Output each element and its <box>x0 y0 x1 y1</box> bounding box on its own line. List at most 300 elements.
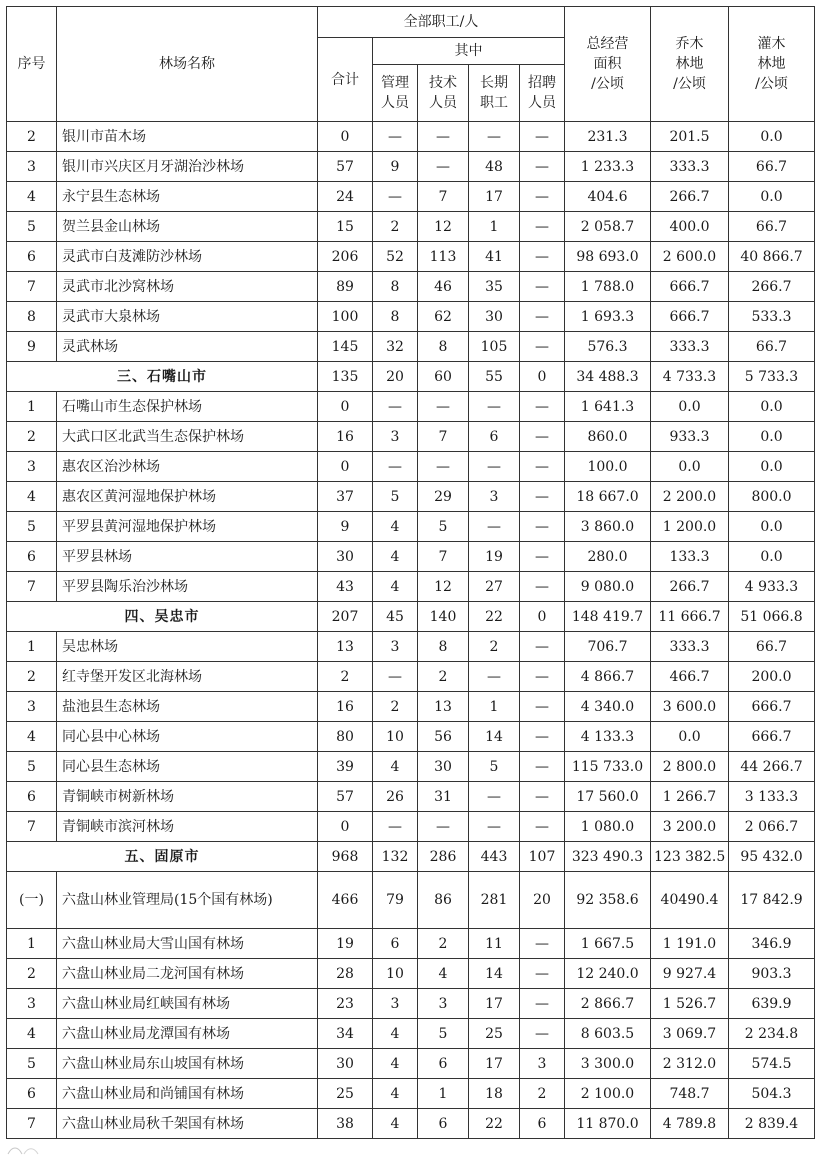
longterm-cell: 22 <box>469 602 520 632</box>
mgmt-cell: 132 <box>373 842 418 872</box>
hired-cell: — <box>520 302 565 332</box>
seq-cell: 6 <box>7 782 57 812</box>
tree-cell: 666.7 <box>651 272 729 302</box>
shrub-cell: 903.3 <box>729 959 815 989</box>
hired-cell: — <box>520 812 565 842</box>
farm-name-cell: 同心县中心林场 <box>57 722 318 752</box>
table-row <box>7 122 815 152</box>
farm-name-cell: 同心县生态林场 <box>57 752 318 782</box>
tree-cell: 748.7 <box>651 1079 729 1109</box>
mgmt-cell: 4 <box>373 1079 418 1109</box>
longterm-cell: 35 <box>469 272 520 302</box>
shrub-cell: 504.3 <box>729 1079 815 1109</box>
total-cell: 16 <box>318 692 373 722</box>
tech-cell: 7 <box>418 542 469 572</box>
tech-cell: 86 <box>418 872 469 929</box>
tree-cell: 2 312.0 <box>651 1049 729 1079</box>
total-cell: 13 <box>318 632 373 662</box>
header-all-staff: 全部职工/人 <box>318 7 565 38</box>
hired-cell: 6 <box>520 1109 565 1139</box>
table-row <box>7 212 815 242</box>
area-cell: 11 870.0 <box>565 1109 651 1139</box>
mgmt-cell: 52 <box>373 242 418 272</box>
total-cell: 39 <box>318 752 373 782</box>
table-row <box>7 362 815 392</box>
tree-cell: 2 800.0 <box>651 752 729 782</box>
seq-cell: (一) <box>7 872 57 929</box>
area-cell: 2 100.0 <box>565 1079 651 1109</box>
mgmt-cell: 10 <box>373 722 418 752</box>
hired-cell: — <box>520 512 565 542</box>
total-cell: 80 <box>318 722 373 752</box>
tech-cell: 29 <box>418 482 469 512</box>
area-cell: 1 641.3 <box>565 392 651 422</box>
longterm-cell: — <box>469 662 520 692</box>
farm-name-cell: 灵武市大泉林场 <box>57 302 318 332</box>
longterm-cell: — <box>469 812 520 842</box>
farm-name-cell: 石嘴山市生态保护林场 <box>57 392 318 422</box>
subtotal-name-cell: 五、固原市 <box>7 842 318 872</box>
tree-cell: 0.0 <box>651 392 729 422</box>
shrub-cell: 17 842.9 <box>729 872 815 929</box>
hired-cell: — <box>520 242 565 272</box>
tree-cell: 666.7 <box>651 302 729 332</box>
longterm-cell: 17 <box>469 989 520 1019</box>
hired-cell: — <box>520 782 565 812</box>
total-cell: 89 <box>318 272 373 302</box>
table-row <box>7 959 815 989</box>
table-row <box>7 182 815 212</box>
tree-cell: 123 382.5 <box>651 842 729 872</box>
seq-cell: 7 <box>7 812 57 842</box>
seq-cell: 2 <box>7 422 57 452</box>
area-cell: 3 860.0 <box>565 512 651 542</box>
mgmt-cell: 6 <box>373 929 418 959</box>
hired-cell: 0 <box>520 602 565 632</box>
tech-cell: — <box>418 122 469 152</box>
shrub-cell: 639.9 <box>729 989 815 1019</box>
seq-cell: 4 <box>7 482 57 512</box>
tech-cell: 60 <box>418 362 469 392</box>
longterm-cell: 17 <box>469 182 520 212</box>
tech-cell: — <box>418 452 469 482</box>
tech-cell: — <box>418 812 469 842</box>
hired-cell: — <box>520 182 565 212</box>
total-cell: 24 <box>318 182 373 212</box>
total-cell: 0 <box>318 392 373 422</box>
shrub-cell: 3 133.3 <box>729 782 815 812</box>
mgmt-cell: 4 <box>373 572 418 602</box>
mgmt-cell: 3 <box>373 422 418 452</box>
shrub-cell: 346.9 <box>729 929 815 959</box>
farm-name-cell: 灵武市北沙窝林场 <box>57 272 318 302</box>
farm-name-cell: 青铜峡市滨河林场 <box>57 812 318 842</box>
farm-name-cell: 六盘山林业管理局(15个国有林场) <box>57 872 318 929</box>
total-cell: 135 <box>318 362 373 392</box>
area-cell: 12 240.0 <box>565 959 651 989</box>
table-row <box>7 512 815 542</box>
shrub-cell: 2 234.8 <box>729 1019 815 1049</box>
total-cell: 34 <box>318 1019 373 1049</box>
mgmt-cell: 26 <box>373 782 418 812</box>
total-cell: 30 <box>318 542 373 572</box>
hired-cell: — <box>520 989 565 1019</box>
table-row <box>7 662 815 692</box>
tree-cell: 40490.4 <box>651 872 729 929</box>
shrub-cell: 66.7 <box>729 632 815 662</box>
longterm-cell: 11 <box>469 929 520 959</box>
tree-cell: 466.7 <box>651 662 729 692</box>
longterm-cell: 48 <box>469 152 520 182</box>
forest-farm-table <box>6 6 815 1139</box>
farm-name-cell: 贺兰县金山林场 <box>57 212 318 242</box>
area-cell: 1 233.3 <box>565 152 651 182</box>
table-row <box>7 542 815 572</box>
farm-name-cell: 灵武市白芨滩防沙林场 <box>57 242 318 272</box>
header-mgmt: 管理 人员 <box>373 65 418 122</box>
total-cell: 0 <box>318 812 373 842</box>
shrub-cell: 200.0 <box>729 662 815 692</box>
tree-cell: 0.0 <box>651 722 729 752</box>
seq-cell: 6 <box>7 242 57 272</box>
seq-cell: 3 <box>7 692 57 722</box>
hired-cell: — <box>520 422 565 452</box>
seq-cell: 3 <box>7 989 57 1019</box>
hired-cell: — <box>520 392 565 422</box>
total-cell: 206 <box>318 242 373 272</box>
area-cell: 92 358.6 <box>565 872 651 929</box>
mgmt-cell: — <box>373 812 418 842</box>
tech-cell: 12 <box>418 212 469 242</box>
mgmt-cell: 10 <box>373 959 418 989</box>
table-row <box>7 842 815 872</box>
farm-name-cell: 六盘山林业局东山坡国有林场 <box>57 1049 318 1079</box>
farm-name-cell: 灵武林场 <box>57 332 318 362</box>
table-row <box>7 1019 815 1049</box>
tech-cell: 1 <box>418 1079 469 1109</box>
tech-cell: 5 <box>418 512 469 542</box>
longterm-cell: 22 <box>469 1109 520 1139</box>
tree-cell: 1 526.7 <box>651 989 729 1019</box>
area-cell: 148 419.7 <box>565 602 651 632</box>
total-cell: 968 <box>318 842 373 872</box>
mgmt-cell: 3 <box>373 989 418 1019</box>
table-row <box>7 242 815 272</box>
tree-cell: 201.5 <box>651 122 729 152</box>
hired-cell: — <box>520 122 565 152</box>
table-body <box>7 122 815 1139</box>
area-cell: 706.7 <box>565 632 651 662</box>
tech-cell: 46 <box>418 272 469 302</box>
seq-cell: 7 <box>7 1109 57 1139</box>
area-cell: 18 667.0 <box>565 482 651 512</box>
mgmt-cell: — <box>373 662 418 692</box>
longterm-cell: 14 <box>469 959 520 989</box>
hired-cell: — <box>520 482 565 512</box>
tree-cell: 0.0 <box>651 452 729 482</box>
table-row <box>7 302 815 332</box>
total-cell: 38 <box>318 1109 373 1139</box>
area-cell: 3 300.0 <box>565 1049 651 1079</box>
table-header <box>7 7 815 122</box>
area-cell: 98 693.0 <box>565 242 651 272</box>
tech-cell: 3 <box>418 989 469 1019</box>
farm-name-cell: 平罗县林场 <box>57 542 318 572</box>
tree-cell: 4 789.8 <box>651 1109 729 1139</box>
mgmt-cell: — <box>373 392 418 422</box>
total-cell: 145 <box>318 332 373 362</box>
subtotal-name-cell: 四、吴忠市 <box>7 602 318 632</box>
total-cell: 0 <box>318 452 373 482</box>
header-hired: 招聘 人员 <box>520 65 565 122</box>
mgmt-cell: 45 <box>373 602 418 632</box>
hired-cell: 20 <box>520 872 565 929</box>
longterm-cell: 281 <box>469 872 520 929</box>
farm-name-cell: 六盘山林业局秋千架国有林场 <box>57 1109 318 1139</box>
hired-cell: 0 <box>520 362 565 392</box>
shrub-cell: 666.7 <box>729 692 815 722</box>
longterm-cell: — <box>469 122 520 152</box>
header-area: 总经营 面积 /公顷 <box>565 7 651 122</box>
table-row <box>7 812 815 842</box>
header-shrub: 灌木 林地 /公顷 <box>729 7 815 122</box>
shrub-cell: 0.0 <box>729 122 815 152</box>
area-cell: 1 693.3 <box>565 302 651 332</box>
longterm-cell: 17 <box>469 1049 520 1079</box>
longterm-cell: 25 <box>469 1019 520 1049</box>
table-row <box>7 752 815 782</box>
mgmt-cell: — <box>373 452 418 482</box>
farm-name-cell: 惠农区黄河湿地保护林场 <box>57 482 318 512</box>
longterm-cell: 105 <box>469 332 520 362</box>
tree-cell: 4 733.3 <box>651 362 729 392</box>
total-cell: 57 <box>318 782 373 812</box>
hired-cell: — <box>520 1019 565 1049</box>
page-corner-mark <box>6 1144 46 1156</box>
tree-cell: 400.0 <box>651 212 729 242</box>
shrub-cell: 2 839.4 <box>729 1109 815 1139</box>
farm-name-cell: 六盘山林业局龙潭国有林场 <box>57 1019 318 1049</box>
total-cell: 9 <box>318 512 373 542</box>
shrub-cell: 666.7 <box>729 722 815 752</box>
shrub-cell: 66.7 <box>729 332 815 362</box>
tree-cell: 11 666.7 <box>651 602 729 632</box>
longterm-cell: — <box>469 782 520 812</box>
seq-cell: 8 <box>7 302 57 332</box>
shrub-cell: 800.0 <box>729 482 815 512</box>
hired-cell: — <box>520 752 565 782</box>
seq-cell: 9 <box>7 332 57 362</box>
total-cell: 2 <box>318 662 373 692</box>
mgmt-cell: 2 <box>373 212 418 242</box>
seq-cell: 2 <box>7 662 57 692</box>
hired-cell: 2 <box>520 1079 565 1109</box>
header-tree: 乔木 林地 /公顷 <box>651 7 729 122</box>
subtotal-name-cell: 三、石嘴山市 <box>7 362 318 392</box>
hired-cell: — <box>520 332 565 362</box>
total-cell: 25 <box>318 1079 373 1109</box>
tech-cell: 5 <box>418 1019 469 1049</box>
longterm-cell: 443 <box>469 842 520 872</box>
tree-cell: 9 927.4 <box>651 959 729 989</box>
shrub-cell: 66.7 <box>729 212 815 242</box>
longterm-cell: — <box>469 512 520 542</box>
seq-cell: 7 <box>7 572 57 602</box>
mgmt-cell: 20 <box>373 362 418 392</box>
tech-cell: 286 <box>418 842 469 872</box>
longterm-cell: 30 <box>469 302 520 332</box>
farm-name-cell: 六盘山林业局二龙河国有林场 <box>57 959 318 989</box>
longterm-cell: 19 <box>469 542 520 572</box>
hired-cell: 107 <box>520 842 565 872</box>
mgmt-cell: 2 <box>373 692 418 722</box>
longterm-cell: 1 <box>469 692 520 722</box>
shrub-cell: 66.7 <box>729 152 815 182</box>
farm-name-cell: 惠农区治沙林场 <box>57 452 318 482</box>
longterm-cell: 3 <box>469 482 520 512</box>
mgmt-cell: 4 <box>373 1109 418 1139</box>
hired-cell: — <box>520 452 565 482</box>
seq-cell: 5 <box>7 1049 57 1079</box>
area-cell: 231.3 <box>565 122 651 152</box>
area-cell: 100.0 <box>565 452 651 482</box>
area-cell: 576.3 <box>565 332 651 362</box>
table-row <box>7 1109 815 1139</box>
tech-cell: 140 <box>418 602 469 632</box>
shrub-cell: 533.3 <box>729 302 815 332</box>
table-row <box>7 1049 815 1079</box>
header-tech: 技术 人员 <box>418 65 469 122</box>
forest-farm-table-page <box>6 6 814 1139</box>
tech-cell: 62 <box>418 302 469 332</box>
seq-cell: 4 <box>7 1019 57 1049</box>
total-cell: 19 <box>318 929 373 959</box>
longterm-cell: 5 <box>469 752 520 782</box>
tech-cell: 56 <box>418 722 469 752</box>
area-cell: 2 866.7 <box>565 989 651 1019</box>
shrub-cell: 2 066.7 <box>729 812 815 842</box>
seq-cell: 4 <box>7 182 57 212</box>
hired-cell: — <box>520 212 565 242</box>
longterm-cell: 55 <box>469 362 520 392</box>
tree-cell: 3 600.0 <box>651 692 729 722</box>
shrub-cell: 0.0 <box>729 542 815 572</box>
area-cell: 280.0 <box>565 542 651 572</box>
longterm-cell: 1 <box>469 212 520 242</box>
longterm-cell: 14 <box>469 722 520 752</box>
tree-cell: 3 069.7 <box>651 1019 729 1049</box>
seq-cell: 1 <box>7 632 57 662</box>
tech-cell: 2 <box>418 662 469 692</box>
tech-cell: — <box>418 392 469 422</box>
table-row <box>7 332 815 362</box>
tech-cell: 6 <box>418 1109 469 1139</box>
total-cell: 466 <box>318 872 373 929</box>
total-cell: 37 <box>318 482 373 512</box>
farm-name-cell: 永宁县生态林场 <box>57 182 318 212</box>
mgmt-cell: 4 <box>373 1049 418 1079</box>
decorative-leaf-icon <box>6 1144 46 1156</box>
farm-name-cell: 银川市兴庆区月牙湖治沙林场 <box>57 152 318 182</box>
table-row <box>7 872 815 929</box>
area-cell: 1 788.0 <box>565 272 651 302</box>
longterm-cell: — <box>469 452 520 482</box>
shrub-cell: 0.0 <box>729 182 815 212</box>
tree-cell: 333.3 <box>651 632 729 662</box>
tech-cell: — <box>418 152 469 182</box>
mgmt-cell: 4 <box>373 512 418 542</box>
table-row <box>7 632 815 662</box>
table-row <box>7 989 815 1019</box>
table-row <box>7 1079 815 1109</box>
tree-cell: 266.7 <box>651 182 729 212</box>
shrub-cell: 0.0 <box>729 422 815 452</box>
tech-cell: 7 <box>418 422 469 452</box>
tree-cell: 3 200.0 <box>651 812 729 842</box>
mgmt-cell: 4 <box>373 752 418 782</box>
shrub-cell: 44 266.7 <box>729 752 815 782</box>
longterm-cell: 41 <box>469 242 520 272</box>
hired-cell: — <box>520 152 565 182</box>
seq-cell: 5 <box>7 752 57 782</box>
farm-name-cell: 六盘山林业局大雪山国有林场 <box>57 929 318 959</box>
tech-cell: 30 <box>418 752 469 782</box>
header-total: 合计 <box>318 38 373 122</box>
hired-cell: — <box>520 929 565 959</box>
seq-cell: 4 <box>7 722 57 752</box>
area-cell: 4 866.7 <box>565 662 651 692</box>
total-cell: 57 <box>318 152 373 182</box>
table-row <box>7 272 815 302</box>
area-cell: 115 733.0 <box>565 752 651 782</box>
longterm-cell: — <box>469 392 520 422</box>
longterm-cell: 2 <box>469 632 520 662</box>
mgmt-cell: 3 <box>373 632 418 662</box>
mgmt-cell: — <box>373 182 418 212</box>
tree-cell: 2 200.0 <box>651 482 729 512</box>
tech-cell: 8 <box>418 632 469 662</box>
shrub-cell: 0.0 <box>729 392 815 422</box>
mgmt-cell: 8 <box>373 302 418 332</box>
shrub-cell: 0.0 <box>729 512 815 542</box>
longterm-cell: 18 <box>469 1079 520 1109</box>
seq-cell: 1 <box>7 929 57 959</box>
hired-cell: — <box>520 959 565 989</box>
tree-cell: 1 266.7 <box>651 782 729 812</box>
mgmt-cell: 5 <box>373 482 418 512</box>
area-cell: 9 080.0 <box>565 572 651 602</box>
tree-cell: 1 191.0 <box>651 929 729 959</box>
tree-cell: 2 600.0 <box>651 242 729 272</box>
tree-cell: 133.3 <box>651 542 729 572</box>
shrub-cell: 5 733.3 <box>729 362 815 392</box>
total-cell: 30 <box>318 1049 373 1079</box>
shrub-cell: 4 933.3 <box>729 572 815 602</box>
mgmt-cell: 79 <box>373 872 418 929</box>
total-cell: 28 <box>318 959 373 989</box>
seq-cell: 3 <box>7 452 57 482</box>
shrub-cell: 266.7 <box>729 272 815 302</box>
longterm-cell: 6 <box>469 422 520 452</box>
farm-name-cell: 红寺堡开发区北海林场 <box>57 662 318 692</box>
seq-cell: 6 <box>7 1079 57 1109</box>
seq-cell: 2 <box>7 122 57 152</box>
area-cell: 1 667.5 <box>565 929 651 959</box>
tech-cell: 8 <box>418 332 469 362</box>
area-cell: 2 058.7 <box>565 212 651 242</box>
table-row <box>7 482 815 512</box>
tree-cell: 933.3 <box>651 422 729 452</box>
